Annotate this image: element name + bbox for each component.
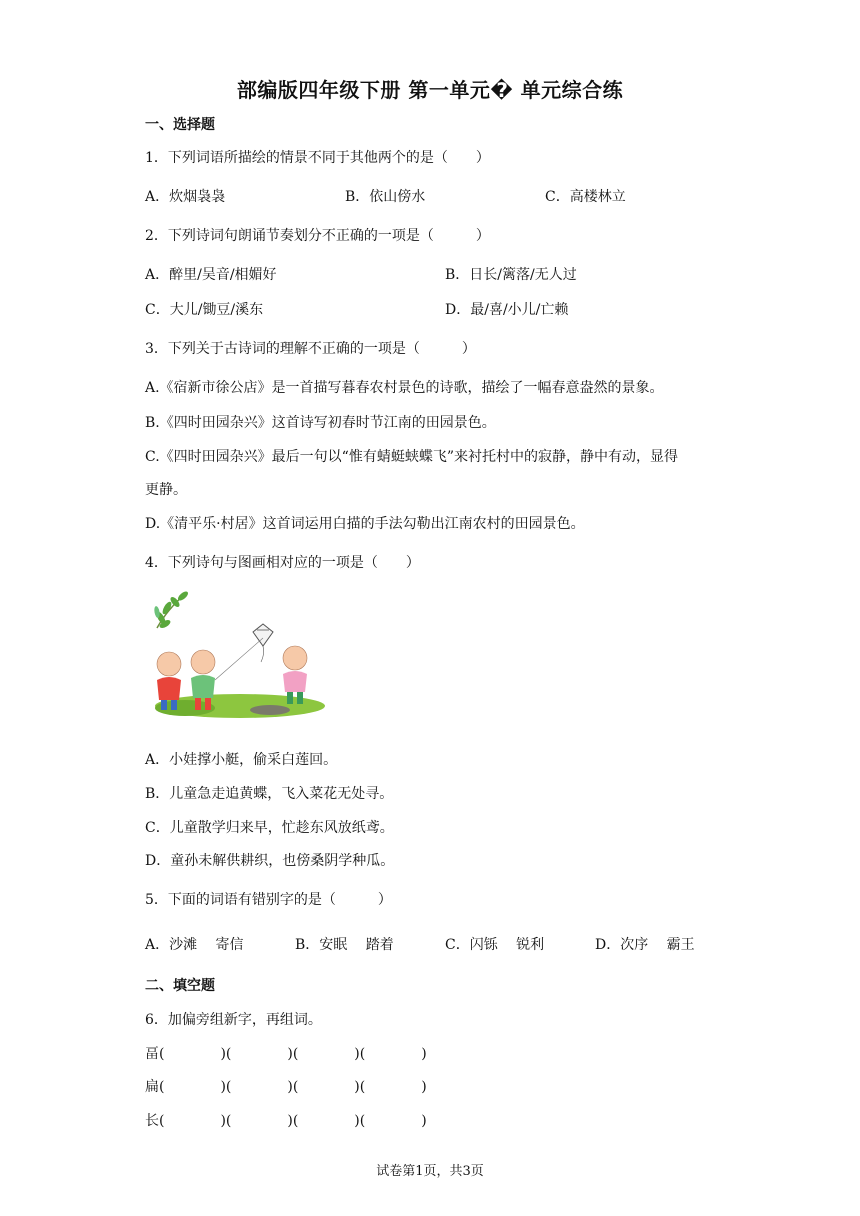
section-heading-fill: 二、填空题 (145, 978, 215, 994)
page-title: 部编版四年级下册 第一单元� 单元综合练 (236, 78, 624, 102)
q6-row-2[interactable]: 扁( )( )( )( ) (145, 1079, 427, 1095)
q1-option-c[interactable]: C．高楼林立 (545, 189, 626, 205)
q1-option-b[interactable]: B．依山傍水 (345, 189, 426, 205)
children-flying-kite-illustration (145, 588, 325, 723)
q3-stem: 3．下列关于古诗词的理解不正确的一项是（ ） (145, 341, 476, 357)
q6-row-1[interactable]: 畐( )( )( )( ) (145, 1046, 427, 1062)
q1-option-a[interactable]: A．炊烟袅袅 (145, 189, 226, 205)
q4-option-b[interactable]: B．儿童急走追黄蝶，飞入菜花无处寻。 (145, 786, 394, 802)
q6-stem: 6．加偏旁组新字，再组词。 (145, 1012, 322, 1028)
q5-option-a[interactable]: A．沙滩 寄信 (145, 937, 244, 953)
q5-stem: 5．下面的词语有错别字的是（ ） (145, 892, 392, 908)
section-heading-choice: 一、选择题 (145, 117, 215, 133)
q3-option-a[interactable]: A.《宿新市徐公店》是一首描写暮春农村景色的诗歌，描绘了一幅春意盎然的景象。 (145, 380, 664, 396)
q2-option-a[interactable]: A．醉里/吴音/相媚好 (145, 267, 277, 283)
q2-option-d[interactable]: D．最/喜/小儿/亡赖 (445, 302, 569, 318)
q3-option-b[interactable]: B.《四时田园杂兴》这首诗写初春时节江南的田园景色。 (145, 415, 496, 431)
tree-branch (153, 590, 189, 630)
q2-stem: 2．下列诗词句朗诵节奏划分不正确的一项是（ ） (145, 228, 490, 244)
q4-option-d[interactable]: D．童孙未解供耕织，也傍桑阴学种瓜。 (145, 853, 395, 869)
q3-option-d[interactable]: D.《清平乐·村居》这首词运用白描的手法勾勒出江南农村的田园景色。 (145, 516, 585, 532)
q5-option-c[interactable]: C．闪铄 锐利 (445, 937, 545, 953)
child-pink-shirt (283, 646, 307, 704)
q4-option-a[interactable]: A．小娃撑小艇，偷采白莲回。 (145, 752, 338, 768)
q2-option-c[interactable]: C．大儿/锄豆/溪东 (145, 302, 264, 318)
q5-option-b[interactable]: B．安眠 踏着 (295, 937, 394, 953)
kite-string (215, 638, 263, 680)
q4-option-c[interactable]: C．儿童散学归来早，忙趁东风放纸鸢。 (145, 820, 394, 836)
q3-option-c-line1[interactable]: C.《四时田园杂兴》最后一句以“惟有蜻蜓蛱蝶飞”来衬托村中的寂静，静中有动，显得 (145, 449, 678, 465)
page-footer: 试卷第1页，共3页 (376, 1164, 484, 1179)
q1-stem: 1．下列词语所描绘的情景不同于其他两个的是（ ） (145, 150, 490, 166)
q5-option-d[interactable]: D．次序 霸王 (595, 937, 695, 953)
kite (253, 624, 273, 662)
q6-row-3[interactable]: 长( )( )( )( ) (145, 1113, 427, 1129)
q4-stem: 4．下列诗句与图画相对应的一项是（ ） (145, 555, 420, 571)
q2-option-b[interactable]: B．日长/篱落/无人过 (445, 267, 577, 283)
q3-option-c-line2[interactable]: 更静。 (145, 482, 187, 498)
